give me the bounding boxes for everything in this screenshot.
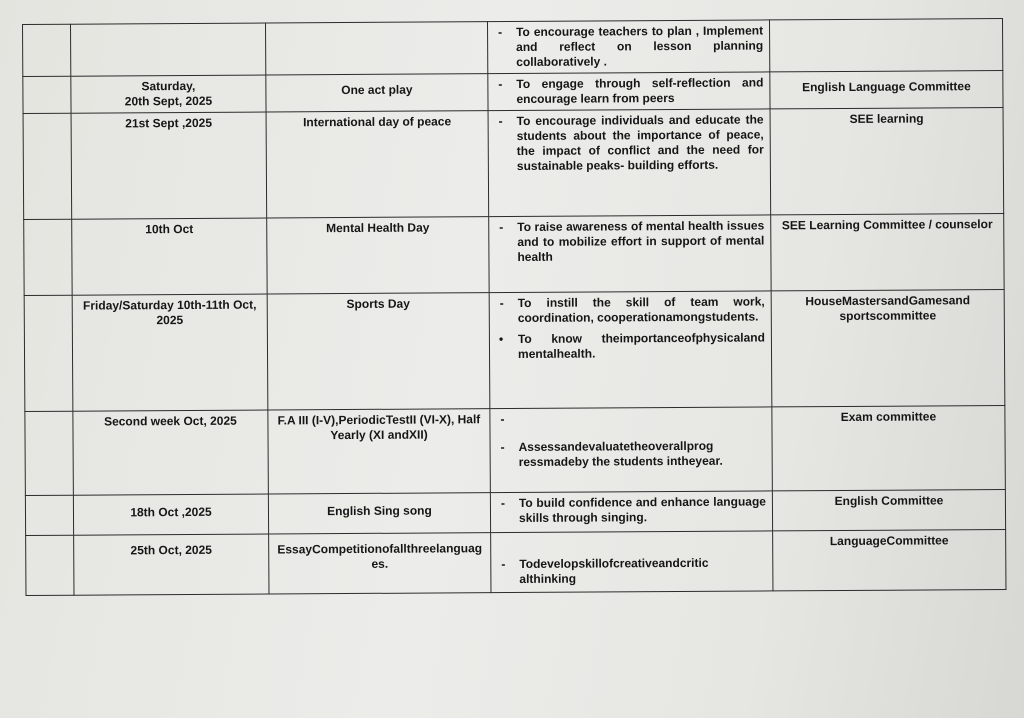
objective-cell <box>489 291 772 409</box>
date-cell: 10th Oct <box>72 218 267 295</box>
objective-item: - To instill the skill of team work, coordination, cooperationamongstudents. <box>496 294 765 326</box>
objective-cell <box>490 491 772 533</box>
event-cell: EssayCompetitionofallthreelanguages. <box>269 533 491 594</box>
objective-item: - Todevelopskillofcreativeandcritic althinking <box>497 555 766 587</box>
date-cell: Second week Oct, 2025 <box>73 410 269 495</box>
objective-item: • To know theimportanceofphysicaland mentalhealth. <box>496 330 765 362</box>
serial-cell <box>26 535 74 595</box>
table-row <box>23 108 1004 220</box>
event-cell: Mental Health Day <box>267 217 489 294</box>
table-row <box>24 290 1005 412</box>
table-row <box>23 71 1003 114</box>
event-cell: International day of peace <box>266 111 489 218</box>
date-cell: Saturday, 20th Sept, 2025 <box>71 75 266 113</box>
date-cell <box>71 23 266 76</box>
objective-item: - To build confidence and enhance language skills through singing. <box>497 494 766 526</box>
serial-cell <box>25 411 74 495</box>
objective-item: - To encourage individuals and educate the students about the importance of peace, the impact of conflict and the need for sustainable peaks- building efforts. <box>495 112 764 174</box>
table-row <box>26 530 1006 596</box>
event-cell: One act play <box>266 74 488 112</box>
objective-cell <box>487 20 769 74</box>
objective-item: - To raise awareness of mental health issues and to mobilize effort in support of mental health <box>495 218 764 265</box>
responsible-cell: HouseMastersandGamesand sportscommittee <box>771 290 1005 407</box>
event-cell <box>265 22 487 75</box>
responsible-cell: LanguageCommittee <box>773 530 1006 591</box>
objective-cell <box>491 531 773 593</box>
objective-cell <box>490 407 773 493</box>
table-row <box>24 214 1004 296</box>
responsible-cell <box>769 19 1002 72</box>
date-cell: Friday/Saturday 10th-11th Oct, 2025 <box>72 294 268 411</box>
schedule-table <box>22 18 1006 596</box>
responsible-cell: SEE Learning Committee / counselor <box>771 214 1004 291</box>
responsible-cell: English Language Committee <box>770 71 1003 109</box>
serial-cell <box>23 24 71 76</box>
objective-cell <box>488 72 770 111</box>
objective-cell <box>489 215 771 293</box>
objective-item: - Assessandevaluatetheoverallprog ressmadeby the students intheyear. <box>497 438 766 470</box>
responsible-cell: English Committee <box>772 490 1005 531</box>
event-cell: Sports Day <box>267 293 490 410</box>
table-row <box>23 19 1003 77</box>
objective-item: - To encourage teachers to plan , Implement and reflect on lesson planning collaboratively . <box>494 23 763 70</box>
date-cell: 25th Oct, 2025 <box>74 534 269 595</box>
serial-cell <box>25 495 73 535</box>
objective-item <box>496 410 765 430</box>
serial-cell <box>23 76 71 113</box>
event-cell: English Sing song <box>268 493 490 534</box>
date-cell: 18th Oct ,2025 <box>73 494 268 535</box>
serial-cell <box>24 219 72 295</box>
objective-item: - To engage through self-reflection and encourage learn from peers <box>494 75 763 107</box>
responsible-cell: SEE learning <box>770 108 1004 215</box>
serial-cell <box>23 113 72 219</box>
event-cell: F.A III (I-V),PeriodicTestII (VI-X), Half Yearly (XI andXII) <box>268 409 491 494</box>
serial-cell <box>24 295 73 411</box>
objective-cell <box>488 109 771 217</box>
table-row <box>25 490 1005 536</box>
responsible-cell: Exam committee <box>772 406 1006 491</box>
table-row <box>25 406 1005 496</box>
date-cell: 21st Sept ,2025 <box>71 112 267 219</box>
